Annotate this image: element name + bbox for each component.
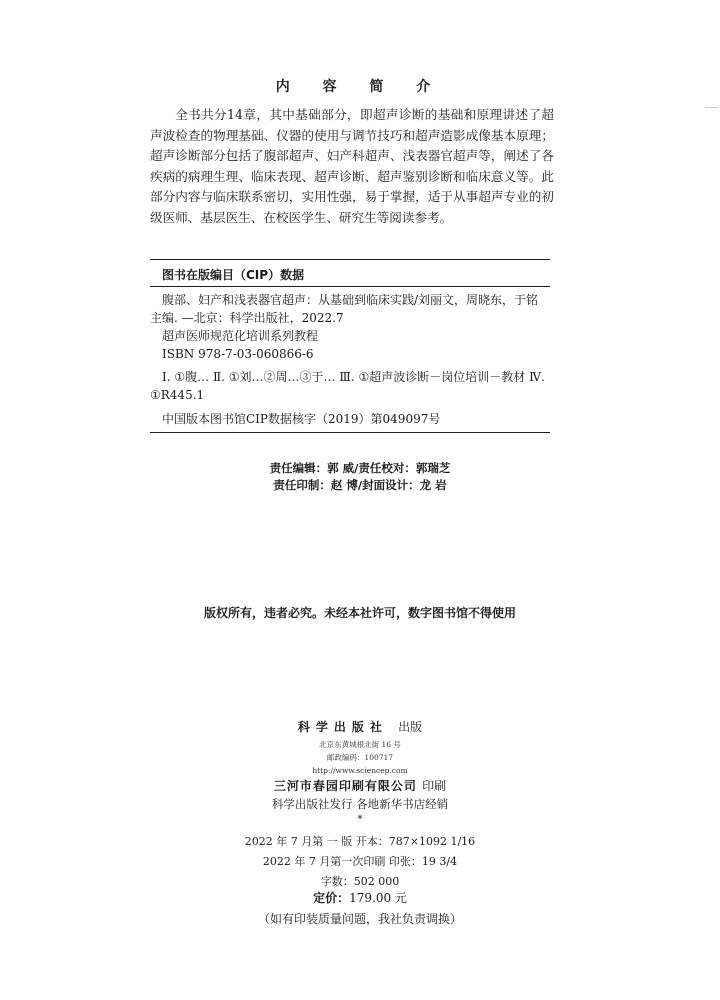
cip-title: 图书在版编目（CIP）数据	[162, 268, 305, 282]
cip-entry: 腹部、妇产和浅表器官超声：从基础到临床实践/刘丽文，周晓东，于铭主编. —北京：科学出版社，2022.7	[150, 293, 539, 325]
publisher-suffix: 出版	[398, 720, 423, 734]
publisher-address: 北京东黄城根北街 16 号	[319, 740, 401, 749]
cip-isbn: ISBN 978-7-03-060866-6	[162, 347, 314, 361]
staff-line-2: 责任印制：赵 博/封面设计：龙 岩	[273, 478, 447, 492]
cip-classification-block	[150, 368, 550, 404]
price-value: 179.00 元	[349, 891, 407, 905]
publisher-line	[0, 718, 720, 735]
publisher-postcode: 邮政编码：100717	[326, 753, 394, 762]
staff-credits	[0, 460, 720, 494]
publisher-contact	[0, 738, 720, 777]
publisher-website: http://www.sciencep.com	[312, 766, 408, 775]
publisher-name: 科学出版社	[297, 720, 388, 734]
print-specs	[0, 832, 720, 892]
printer-suffix: 印刷	[422, 779, 447, 793]
spec-printing: 2022 年 7 月第一次印刷 印张：19 3/4	[262, 855, 458, 868]
price-line	[0, 889, 720, 906]
cip-verification: 中国版本图书馆CIP数据核字（2019）第049097号	[162, 412, 441, 426]
cip-verification-block	[150, 410, 550, 428]
separator-star: *	[357, 814, 363, 825]
distribution-line: 科学出版社发行 各地新华书店经销	[271, 797, 449, 811]
printer-name: 三河市春园印刷有限公司	[273, 779, 417, 793]
cip-record	[150, 291, 550, 363]
cip-series: 超声医师规范化培训系列教程	[162, 329, 319, 343]
cip-classification: Ⅰ. ①腹… Ⅱ. ①刘…②周…③于… Ⅲ. ①超声波诊断－岗位培训－教材 Ⅳ. ①R445.1	[150, 370, 545, 402]
copyright-notice: 版权所有，违者必究。未经本社许可，数字图书馆不得使用	[203, 606, 516, 620]
spec-words: 字数：502 000	[320, 875, 400, 888]
price-label: 定价：	[313, 891, 350, 905]
quality-note: （如有印装质量问题，我社负责调换）	[257, 912, 462, 926]
summary-body: 全书共分14章，其中基础部分，即超声诊断的基础和原理讲述了超声波检查的物理基础、仪器的使用与调节技巧和超声造影成像基本原理；超声诊断部分包括了腹部超声、妇产科超声、浅表器官超声等，阐述了各疾病的病理生理、临床表现、超声诊断、超声鉴别诊断和临床意义等。此部分内容与临床联系密切，实用性强，易于掌握，适于从事超声专业的初级医师、基层医生、在校医学生、研究生等阅读参考。	[150, 107, 554, 225]
spec-edition: 2022 年 7 月第 一 版 开本：787×1092 1/16	[244, 835, 476, 848]
summary-title: 内 容 简 介	[275, 79, 445, 95]
printer-line	[0, 777, 720, 794]
staff-line-1: 责任编辑：郭 威/责任校对：郭瑞芝	[269, 461, 451, 475]
